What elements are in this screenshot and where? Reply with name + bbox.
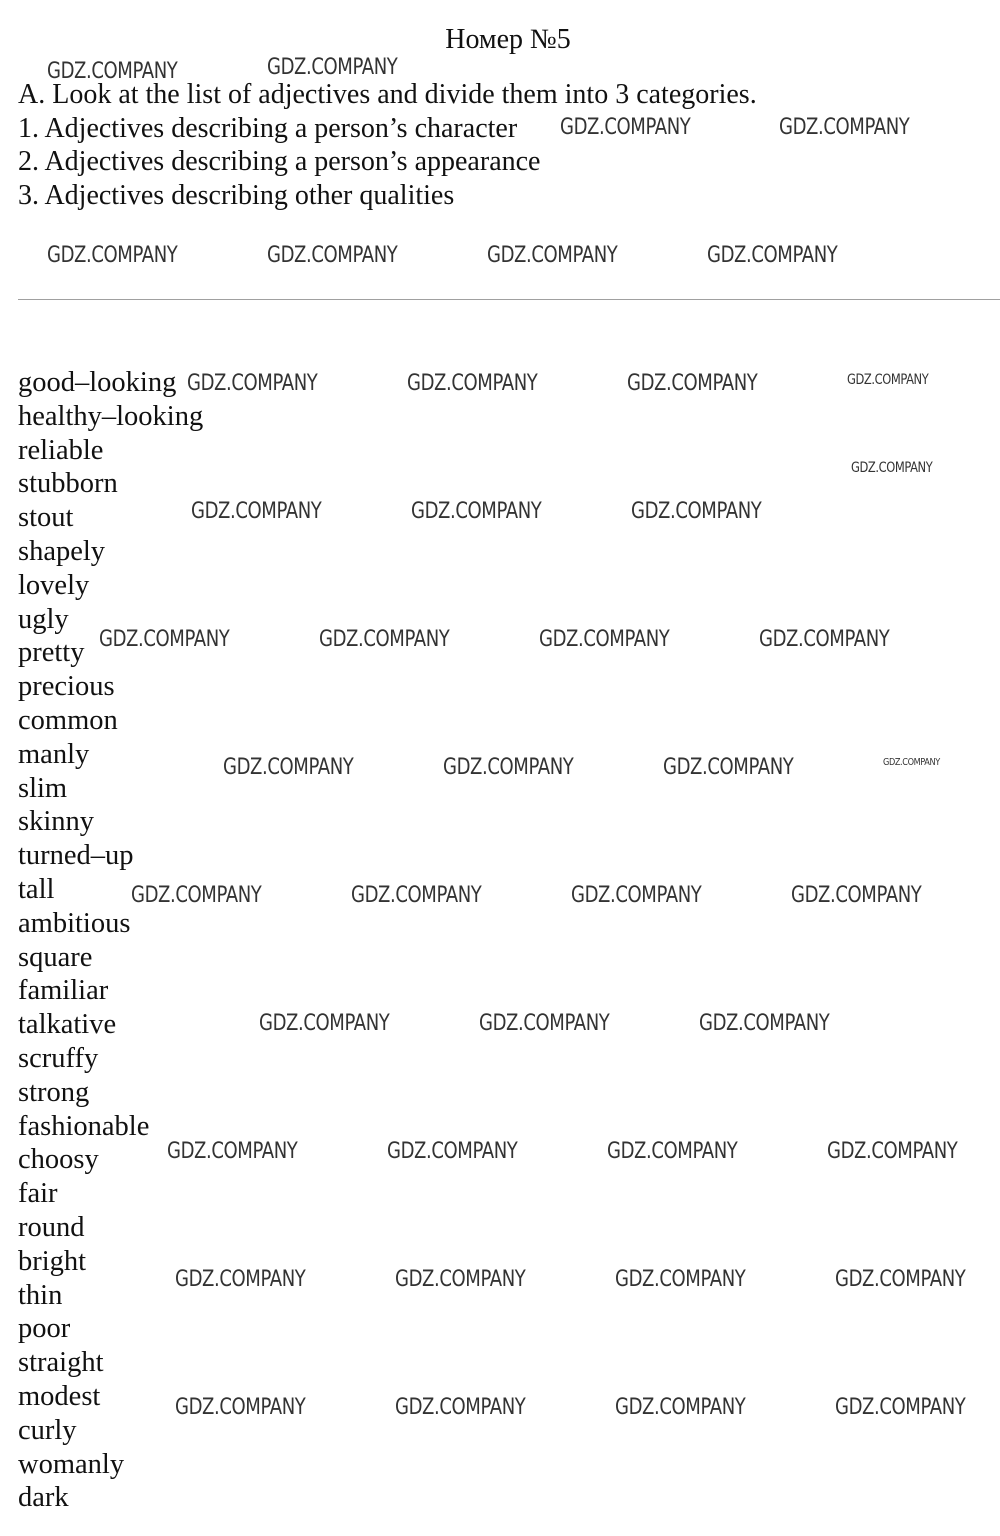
adjective-item: lovely — [18, 569, 90, 601]
watermark: GDZ.COMPANY — [395, 1395, 526, 1420]
adjective-item: strong — [18, 1076, 90, 1108]
watermark: GDZ.COMPANY — [267, 55, 398, 80]
adjective-item: pretty — [18, 637, 85, 669]
watermark: GDZ.COMPANY — [99, 627, 230, 652]
adjective-item: square — [18, 941, 93, 973]
adjective-item: shapely — [18, 535, 106, 567]
watermark: GDZ.COMPANY — [407, 371, 538, 396]
watermark: GDZ.COMPANY — [167, 1139, 298, 1164]
watermark: GDZ.COMPANY — [319, 627, 450, 652]
watermark: GDZ.COMPANY — [47, 59, 178, 84]
adjective-list — [18, 366, 203, 1515]
adjective-item: womanly — [18, 1448, 125, 1480]
adjective-item: tall — [18, 873, 55, 905]
watermark: GDZ.COMPANY — [571, 883, 702, 908]
adjective-item: ugly — [18, 603, 69, 635]
adjective-item: familiar — [18, 975, 109, 1007]
watermark: GDZ.COMPANY — [615, 1267, 746, 1292]
watermark: GDZ.COMPANY — [259, 1011, 390, 1036]
watermark: GDZ.COMPANY — [191, 499, 322, 524]
category-1: 1. Adjectives describing a person’s character — [18, 112, 518, 144]
adjective-item: reliable — [18, 434, 104, 466]
adjective-item: round — [18, 1211, 85, 1243]
watermark: GDZ.COMPANY — [791, 883, 922, 908]
watermark: GDZ.COMPANY — [827, 1139, 958, 1164]
watermark: GDZ.COMPANY — [883, 757, 940, 768]
adjective-item: stubborn — [18, 468, 118, 500]
watermark: GDZ.COMPANY — [411, 499, 542, 524]
category-3: 3. Adjectives describing other qualities — [18, 180, 455, 212]
adjective-item: curly — [18, 1414, 77, 1446]
watermark: GDZ.COMPANY — [395, 1267, 526, 1292]
watermark: GDZ.COMPANY — [131, 883, 262, 908]
adjective-item: skinny — [18, 806, 95, 838]
watermark: GDZ.COMPANY — [175, 1267, 306, 1292]
watermark: GDZ.COMPANY — [847, 372, 929, 388]
watermark: GDZ.COMPANY — [351, 883, 482, 908]
category-2: 2. Adjectives describing a person’s appearance — [18, 146, 541, 178]
watermark: GDZ.COMPANY — [47, 243, 178, 268]
adjective-item: healthy–looking — [18, 400, 204, 432]
adjective-item: precious — [18, 671, 115, 703]
watermark: GDZ.COMPANY — [663, 755, 794, 780]
watermark: GDZ.COMPANY — [187, 371, 318, 396]
instruction-text: A. Look at the list of adjectives and divide them into 3 categories. — [18, 79, 757, 110]
watermark: GDZ.COMPANY — [267, 243, 398, 268]
adjective-item: scruffy — [18, 1042, 99, 1074]
watermark: GDZ.COMPANY — [560, 115, 691, 140]
watermark: GDZ.COMPANY — [835, 1395, 966, 1420]
watermark: GDZ.COMPANY — [707, 243, 838, 268]
adjective-item: turned–up — [18, 840, 134, 872]
watermark: GDZ.COMPANY — [615, 1395, 746, 1420]
adjective-item: manly — [18, 738, 90, 770]
adjective-item: modest — [18, 1380, 101, 1412]
adjective-item: fashionable — [18, 1110, 150, 1142]
adjective-item: thin — [18, 1279, 63, 1311]
watermark: GDZ.COMPANY — [539, 627, 670, 652]
adjective-item: dark — [18, 1482, 69, 1514]
adjective-item: stout — [18, 502, 74, 534]
watermark: GDZ.COMPANY — [851, 460, 933, 476]
adjective-item: talkative — [18, 1009, 117, 1041]
adjective-item: straight — [18, 1347, 104, 1379]
task-block — [18, 78, 978, 213]
divider — [18, 299, 1000, 300]
adjective-item: poor — [18, 1313, 71, 1345]
watermark: GDZ.COMPANY — [479, 1011, 610, 1036]
adjective-item: bright — [18, 1245, 87, 1277]
adjective-item: good–looking — [18, 367, 177, 398]
watermark: GDZ.COMPANY — [223, 755, 354, 780]
watermark: GDZ.COMPANY — [607, 1139, 738, 1164]
adjective-item: ambitious — [18, 907, 131, 939]
adjective-item: slim — [18, 772, 68, 804]
watermark: GDZ.COMPANY — [627, 371, 758, 396]
watermark: GDZ.COMPANY — [175, 1395, 306, 1420]
watermark: GDZ.COMPANY — [835, 1267, 966, 1292]
watermark: GDZ.COMPANY — [631, 499, 762, 524]
adjective-item: choosy — [18, 1144, 99, 1176]
watermark: GDZ.COMPANY — [387, 1139, 518, 1164]
watermark: GDZ.COMPANY — [699, 1011, 830, 1036]
watermark: GDZ.COMPANY — [443, 755, 574, 780]
adjective-item: fair — [18, 1178, 58, 1210]
adjective-item: common — [18, 704, 118, 736]
page-title: Номер №5 — [445, 24, 571, 55]
watermark: GDZ.COMPANY — [779, 115, 910, 140]
watermark: GDZ.COMPANY — [487, 243, 618, 268]
watermark: GDZ.COMPANY — [759, 627, 890, 652]
